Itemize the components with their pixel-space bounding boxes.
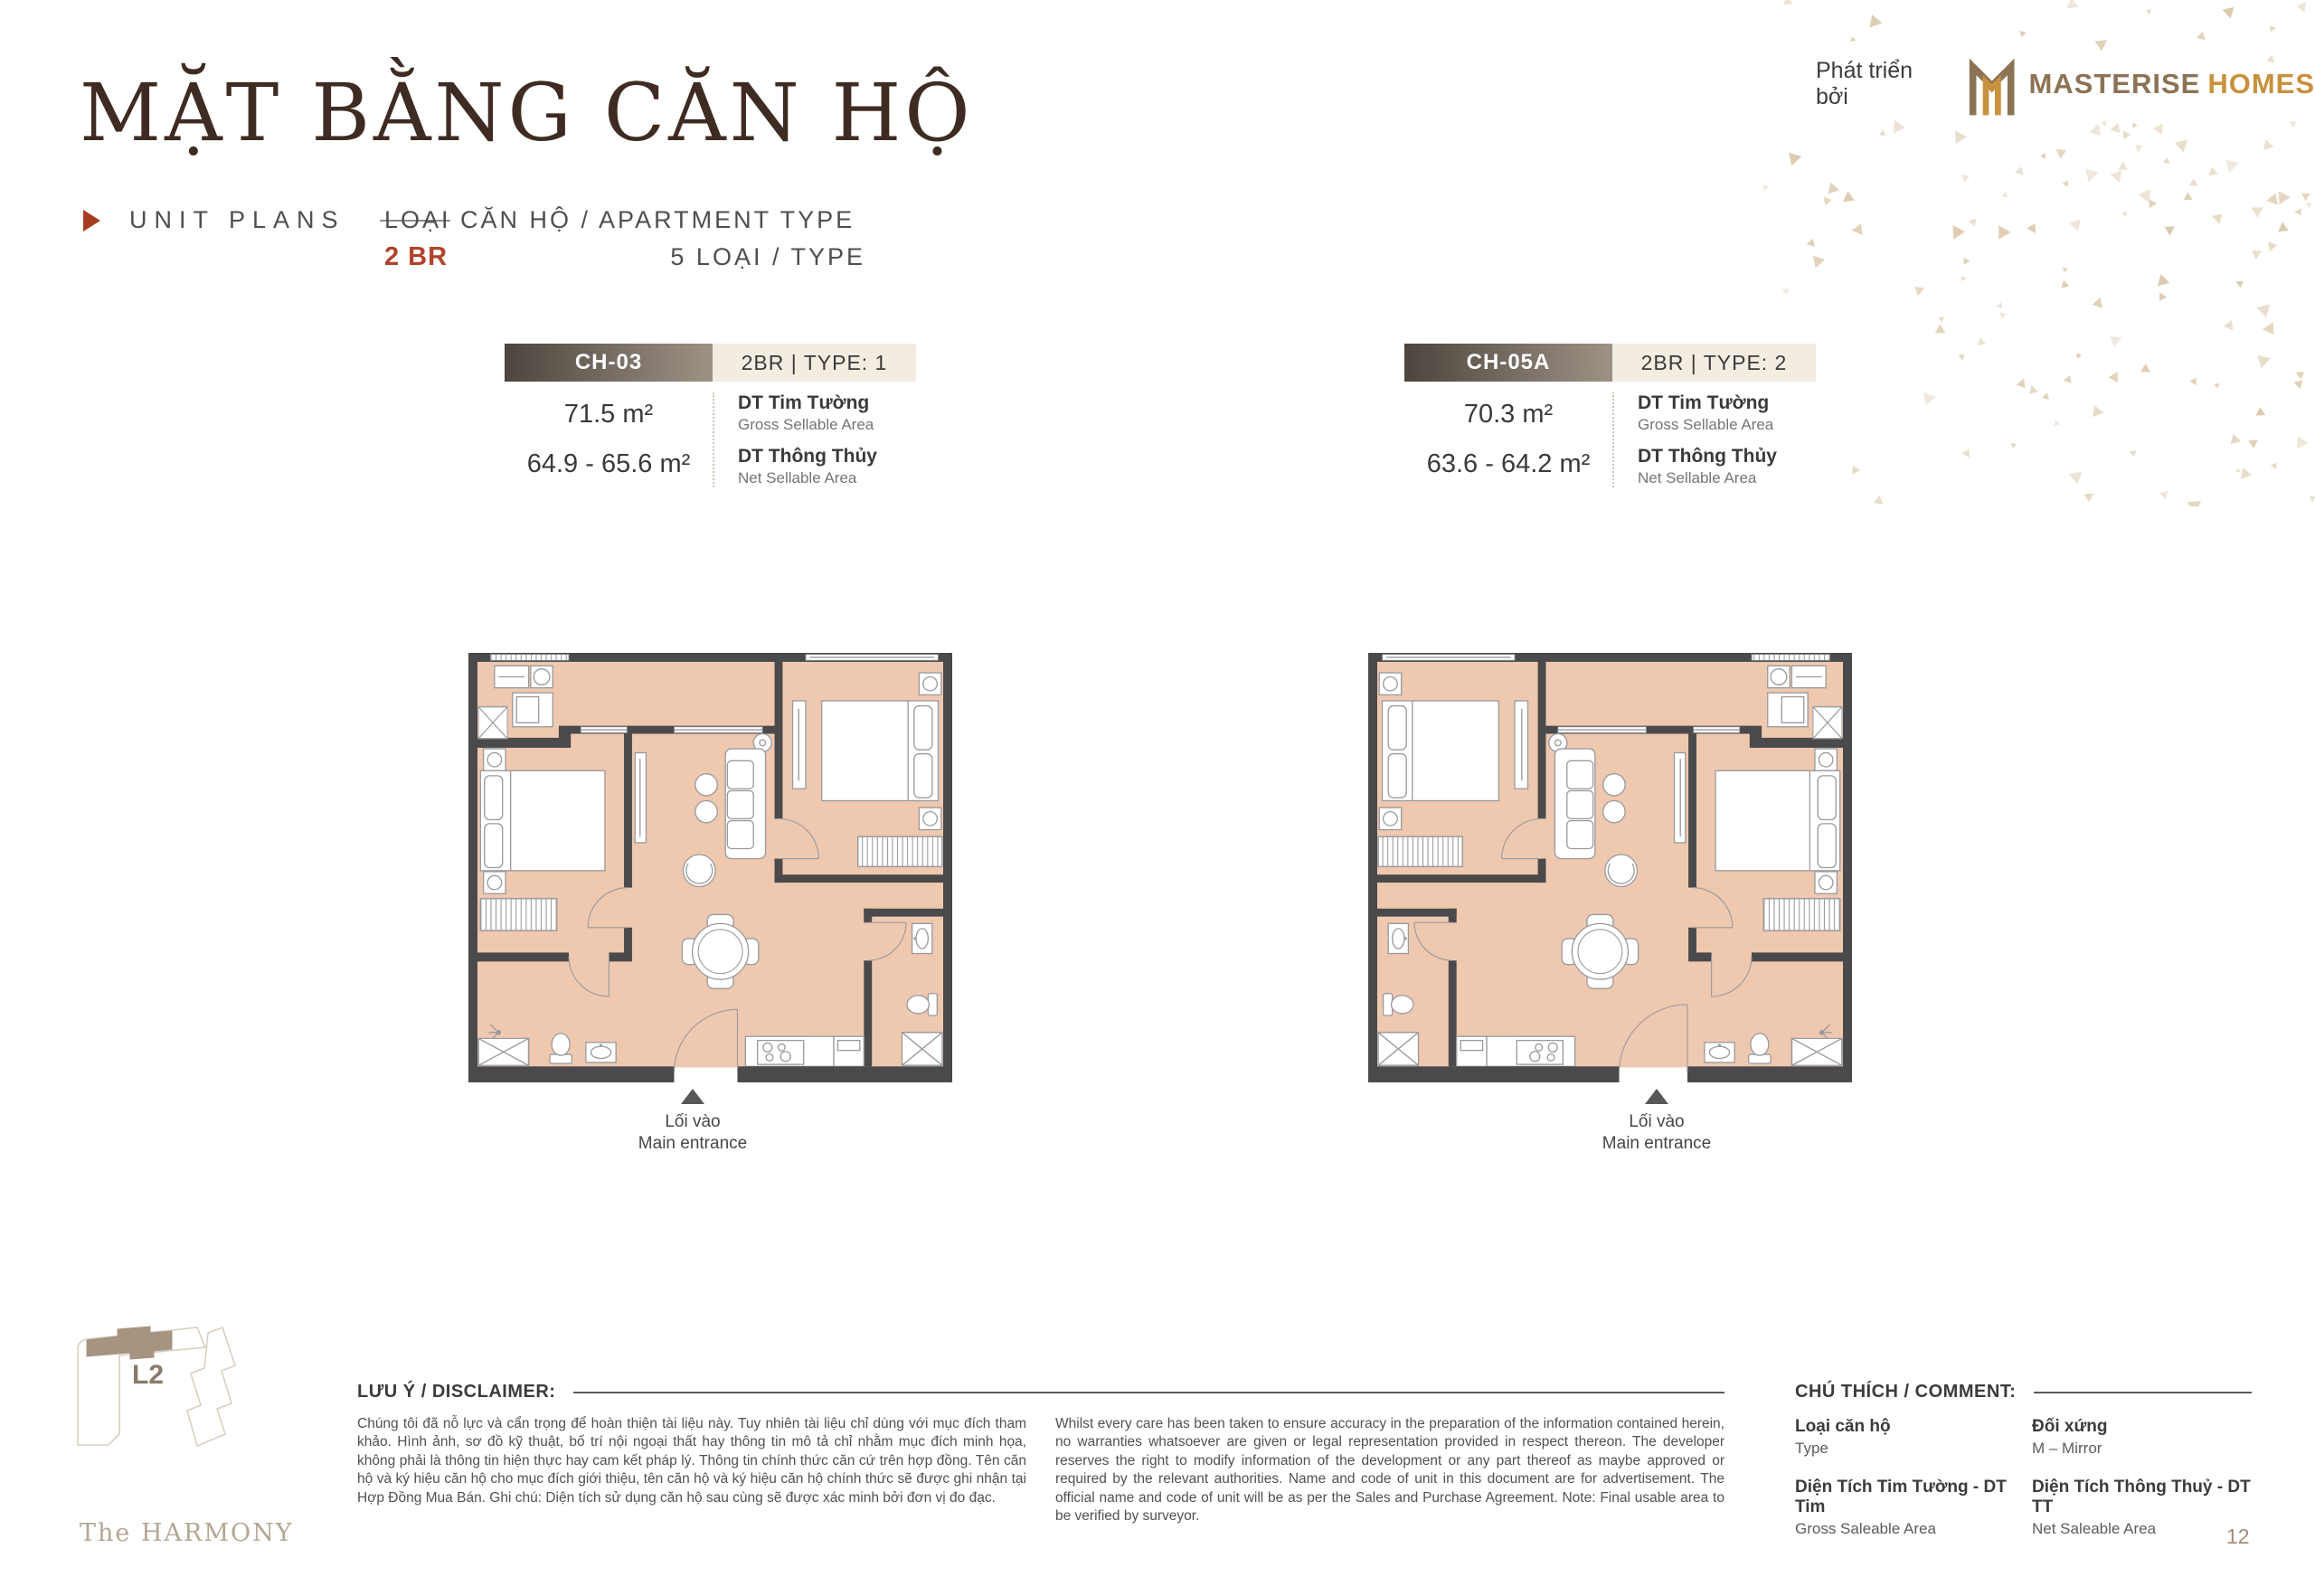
legend-item-sublabel: M – Mirror [2032, 1440, 2102, 1457]
legend-item-label: Đối xứng [2032, 1417, 2108, 1436]
unit-code-badge: CH-03 [505, 344, 713, 382]
developer-prefix: Phát triển bởi [1816, 58, 1913, 109]
section-label: UNIT PLANS [129, 206, 345, 233]
unit-code-badge: CH-05A [1404, 344, 1612, 382]
masterise-logo-icon [1966, 51, 2017, 118]
entrance-label-vi: Lối vào [665, 1112, 721, 1131]
page-title: MẶT BẰNG CĂN HỘ [80, 66, 974, 159]
unit-type-badge: 2BR | TYPE: 1 [713, 344, 916, 382]
net-area-value: 64.9 - 65.6 m² [526, 449, 691, 478]
developer-block [1816, 51, 2315, 118]
unit-card-ch03 [505, 344, 916, 487]
page-number: 12 [2226, 1525, 2250, 1548]
legend-item [2032, 1478, 2252, 1538]
legend-item [1795, 1478, 2032, 1538]
entrance-label-en: Main entrance [1602, 1134, 1712, 1153]
entrance-marker-ch05a [1557, 1089, 1756, 1154]
gross-area-sublabel: Gross Sellable Area [1638, 416, 1774, 433]
apartment-type-label: LOẠI CĂN HỘ / APARTMENT TYPE [384, 206, 855, 233]
unit-type-badge: 2BR | TYPE: 2 [1612, 344, 1816, 382]
legend-item-sublabel: Gross Saleable Area [1795, 1520, 1936, 1537]
type-count: 5 LOẠI / TYPE [670, 243, 865, 270]
entrance-label-en: Main entrance [638, 1134, 748, 1153]
legend-heading: CHÚ THÍCH / COMMENT: [1795, 1382, 2017, 1402]
legend-item [1795, 1417, 2032, 1458]
bedroom-count: 2 BR [384, 242, 449, 271]
net-area-label: DT Thông Thủy [1638, 446, 1777, 467]
disclaimer-block [357, 1382, 1724, 1526]
legend-item-label: Loại căn hộ [1795, 1417, 1891, 1436]
floor-plan-ch03 [468, 653, 952, 1082]
legend-item [2032, 1417, 2252, 1458]
heading-rule [573, 1392, 1724, 1393]
entrance-label-vi: Lối vào [1629, 1112, 1685, 1131]
brand-name [2028, 68, 2315, 100]
block-label: L2 [132, 1360, 165, 1390]
legend-item-sublabel: Net Saleable Area [2032, 1520, 2157, 1537]
brand-primary: MASTERISE [2028, 68, 2201, 99]
gross-area-value: 70.3 m² [1463, 400, 1554, 429]
disclaimer-heading: LƯU Ý / DISCLAIMER: [357, 1382, 556, 1402]
entrance-arrow-icon [681, 1089, 704, 1104]
legend-block [1795, 1382, 2252, 1538]
net-area-sublabel: Net Sellable Area [738, 469, 857, 486]
triangle-bullet-icon [83, 210, 100, 231]
unit-card-ch05a [1404, 344, 1816, 487]
net-area-sublabel: Net Sellable Area [1638, 469, 1757, 486]
gross-area-label: DT Tim Tường [738, 392, 870, 413]
gross-area-label: DT Tim Tường [1638, 392, 1770, 413]
legend-item-label: Diện Tích Tim Tường - DT Tim [1795, 1478, 2007, 1516]
disclaimer-text-vi: Chúng tôi đã nỗ lực và cẩn trọng để hoàn thiện tài liệu này. Tuy nhiên tài liệu chỉ dùng với mục đích tham khảo. Hình ảnh, sơ đồ kỹ thuật, bố trí nội ngoại thất hay thông tin mô tả chỉ nhằm mục đích minh họa, không phải là thông tin hiện thực hay cam kết pháp lý. Thông tin chính thức căn cứ trên hợp đồng. Tên căn hộ và ký hiệu căn hộ cho mục đích giới thiệu, tên căn hộ và ký hiệu căn hộ chính thức sẽ được ghi nhận tại Hợp Đồng Mua Bán. Ghi chú: Diện tích sử dụng căn hộ sau cùng sẽ được xác minh bởi đơn vị đo đạc. [357, 1416, 1026, 1506]
heading-rule [2034, 1392, 2252, 1393]
net-area-value: 63.6 - 64.2 m² [1426, 449, 1591, 478]
gross-area-value: 71.5 m² [563, 400, 654, 429]
site-key-map [61, 1318, 298, 1492]
project-name: The HARMONY [80, 1519, 294, 1547]
net-area-label: DT Thông Thủy [738, 446, 877, 467]
gross-area-sublabel: Gross Sellable Area [738, 416, 874, 433]
legend-item-sublabel: Type [1795, 1440, 1828, 1457]
brand-secondary: HOMES [2207, 68, 2315, 99]
entrance-marker-ch03 [593, 1089, 792, 1154]
legend-item-label: Diện Tích Thông Thuỷ - DT TT [2032, 1478, 2251, 1516]
apartment-type-block [384, 206, 865, 272]
entrance-arrow-icon [1645, 1089, 1668, 1104]
floor-plan-ch05a [1368, 653, 1852, 1082]
disclaimer-text-en: Whilst every care has been taken to ensure accuracy in the preparation of the information contained herein, no warranties whatsoever are given or legal representation provided in respect thereon. The developer reserves the right to modify information of the development or any part thereof as maybe approved or required by the relevant authorities. Name and code of unit in this document are for advertisement. The official name and code of unit will be as per the Sales and Purchase Agreement. Note: Final usable area to be verified by surveyor. [1055, 1416, 1724, 1525]
